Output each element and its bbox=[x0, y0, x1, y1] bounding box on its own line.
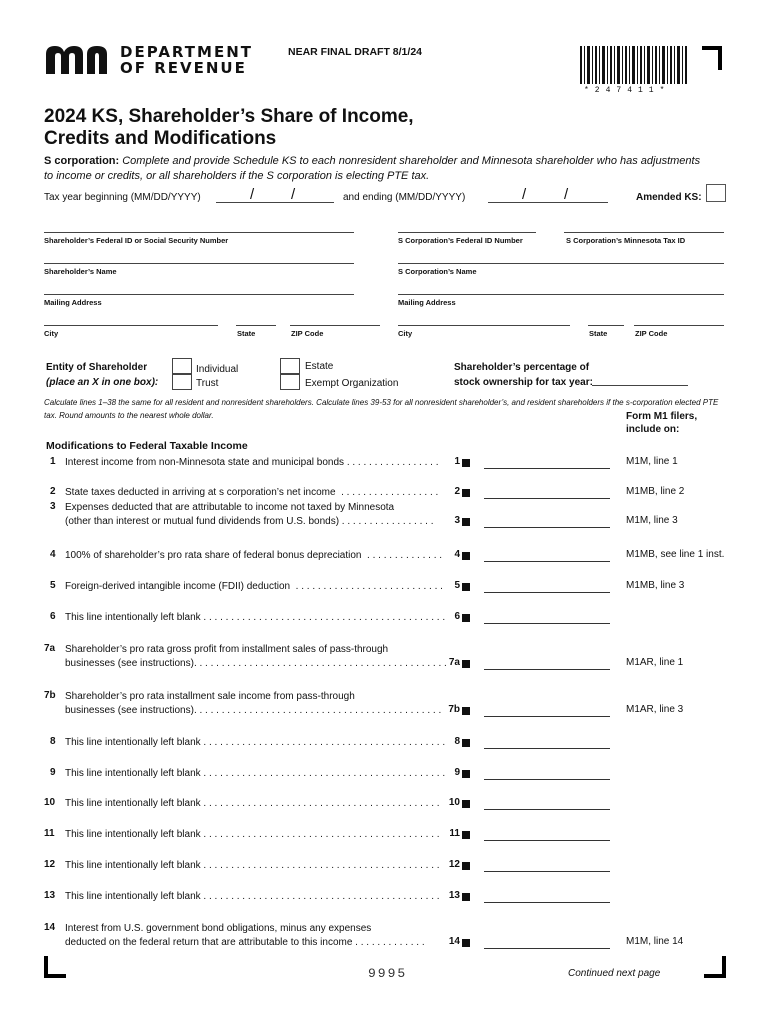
shareholder-address-label: Mailing Address bbox=[44, 298, 102, 307]
registration-mark-bottom-left bbox=[44, 956, 66, 978]
amended-checkbox[interactable] bbox=[706, 184, 726, 202]
line-box-label: 9 bbox=[454, 767, 460, 778]
m1-filers-line2: include on: bbox=[626, 424, 680, 435]
m1-filers-line1: Form M1 filers, bbox=[626, 411, 698, 422]
shareholder-zip-field[interactable] bbox=[290, 325, 380, 326]
entry-marker-icon bbox=[462, 707, 470, 715]
ownership-pct-label bbox=[454, 360, 593, 390]
date-slash: / bbox=[250, 186, 255, 203]
tax-year-begin-label: Tax year beginning (MM/DD/YYYY) bbox=[44, 192, 201, 203]
line-box-label: 13 bbox=[448, 890, 460, 901]
amount-field[interactable] bbox=[484, 468, 610, 469]
agency-line1: DEPARTMENT bbox=[120, 43, 253, 61]
line-description: State taxes deducted in arriving at s corporation’s net income . . . . . . . . . . . . . . . . . . bbox=[65, 487, 439, 498]
line-description: Shareholder’s pro rata gross profit from installment sales of pass-through businesses (see instructions). . . . . . . . . . . . . . . . . . . . . . . . . . . . . . . . . . . . . . . . . . . . . . bbox=[65, 644, 447, 669]
entry-marker-icon bbox=[462, 831, 470, 839]
shareholder-name-label: Shareholder’s Name bbox=[44, 267, 117, 276]
entry-marker-icon bbox=[462, 893, 470, 901]
line-description: 100% of shareholder’s pro rata share of federal bonus depreciation . . . . . . . . . . . . . . bbox=[65, 550, 443, 561]
line-description: This line intentionally left blank . . . . . . . . . . . . . . . . . . . . . . . . . . . . . . . . . . . . . . . . . . . bbox=[65, 798, 440, 809]
scorp-fed-id-label: S Corporation’s Federal ID Number bbox=[398, 236, 523, 245]
amount-field[interactable] bbox=[484, 527, 610, 528]
entry-marker-icon bbox=[462, 518, 470, 526]
instructions-text: Complete and provide Schedule KS to each nonresident shareholder and Minnesota shareholder who has adjustments to income or credits, or all shareholders if the S corporation is electing PTE tax. bbox=[44, 155, 701, 182]
line-description: Interest from U.S. government bond obligations, minus any expenses deducted on the federal return that are attributable to this income . . . . . . . . . . . . . bbox=[65, 923, 425, 948]
line-box-label: 8 bbox=[454, 736, 460, 747]
shareholder-id-field[interactable] bbox=[44, 232, 354, 233]
ownership-pct-field[interactable] bbox=[592, 385, 688, 386]
line-number: 9 bbox=[50, 767, 56, 778]
entity-label-line2: (place an X in one box): bbox=[46, 377, 159, 388]
m1-destination: M1M, line 3 bbox=[626, 515, 678, 526]
entry-marker-icon bbox=[462, 739, 470, 747]
line-number: 10 bbox=[44, 797, 56, 808]
entity-option-trust: Trust bbox=[196, 378, 219, 389]
trust-checkbox[interactable] bbox=[172, 374, 192, 390]
scorp-address-label: Mailing Address bbox=[398, 298, 456, 307]
scorp-address-field[interactable] bbox=[398, 294, 724, 295]
m1-destination: M1M, line 1 bbox=[626, 456, 678, 467]
form-title bbox=[44, 106, 464, 150]
scorp-zip-field[interactable] bbox=[634, 325, 724, 326]
shareholder-address-field[interactable] bbox=[44, 294, 354, 295]
exempt-org-checkbox[interactable] bbox=[280, 374, 300, 390]
continued-note: Continued next page bbox=[568, 968, 661, 979]
line-description: This line intentionally left blank . . . . . . . . . . . . . . . . . . . . . . . . . . . . . . . . . . . . . . . . . . . bbox=[65, 891, 440, 902]
entity-label-line1: Entity of Shareholder bbox=[46, 362, 148, 373]
entry-marker-icon bbox=[462, 800, 470, 808]
shareholder-name-field[interactable] bbox=[44, 263, 354, 264]
entry-marker-icon bbox=[462, 459, 470, 467]
line-description: Shareholder’s pro rata installment sale income from pass-through businesses (see instructions). . . . . . . . . . . . . . . . . . . . . . . . . . . . . . . . . . . . . . . . . . . . . bbox=[65, 691, 442, 716]
line-box-label: 6 bbox=[454, 611, 460, 622]
line-number: 6 bbox=[50, 611, 56, 622]
line-box-label: 7b bbox=[448, 704, 460, 715]
shareholder-state-field[interactable] bbox=[236, 325, 276, 326]
scorp-city-field[interactable] bbox=[398, 325, 570, 326]
tax-year-end-field[interactable] bbox=[488, 202, 608, 203]
entry-marker-icon bbox=[462, 552, 470, 560]
line-number: 7a bbox=[44, 643, 56, 654]
shareholder-zip-label: ZIP Code bbox=[291, 329, 324, 338]
m1-filers-header bbox=[626, 410, 697, 436]
amount-field[interactable] bbox=[484, 948, 610, 949]
amount-field[interactable] bbox=[484, 498, 610, 499]
line-box-label: 4 bbox=[454, 549, 460, 560]
line-box-label: 1 bbox=[454, 456, 460, 467]
form-title-line1: 2024 KS, Shareholder’s Share of Income, bbox=[44, 106, 414, 127]
m1-destination: M1MB, see line 1 inst. bbox=[626, 549, 725, 560]
line-box-label: 10 bbox=[448, 797, 460, 808]
amount-field[interactable] bbox=[484, 592, 610, 593]
tax-year-begin-field[interactable] bbox=[216, 202, 334, 203]
line-number: 11 bbox=[44, 828, 55, 839]
scorp-mn-id-field[interactable] bbox=[564, 232, 724, 233]
scorp-state-field[interactable] bbox=[588, 325, 624, 326]
line-box-label: 7a bbox=[448, 657, 460, 668]
amended-label: Amended KS: bbox=[636, 192, 702, 203]
agency-name bbox=[120, 44, 253, 76]
scorp-fed-id-field[interactable] bbox=[398, 232, 536, 233]
estate-checkbox[interactable] bbox=[280, 358, 300, 374]
line-number: 3 bbox=[50, 501, 56, 512]
m1-destination: M1M, line 14 bbox=[626, 936, 684, 947]
entry-marker-icon bbox=[462, 660, 470, 668]
entry-marker-icon bbox=[462, 939, 470, 947]
form-number: 9995 bbox=[368, 966, 408, 981]
line-box-label: 5 bbox=[454, 580, 460, 591]
amount-field[interactable] bbox=[484, 561, 610, 562]
line-box-label: 3 bbox=[454, 515, 460, 526]
ownership-pct-line1: Shareholder’s percentage of bbox=[454, 362, 590, 373]
calculation-note: Calculate lines 1–38 the same for all resident and nonresident shareholders. Calculate lines 39-53 for all nonresident shareholder’s, and resident shareholders if the s-corporation elected PTE tax. Round amounts to the nearest whole dollar. bbox=[44, 398, 719, 420]
amount-field[interactable] bbox=[484, 902, 610, 903]
line-description: Interest income from non-Minnesota state and municipal bonds . . . . . . . . . . . . . . . . . bbox=[65, 457, 439, 468]
entity-option-exempt: Exempt Organization bbox=[305, 378, 399, 389]
scorp-name-field[interactable] bbox=[398, 263, 724, 264]
shareholder-id-label: Shareholder’s Federal ID or Social Security Number bbox=[44, 236, 229, 245]
line-description: This line intentionally left blank . . . . . . . . . . . . . . . . . . . . . . . . . . . . . . . . . . . . . . . . . . . bbox=[65, 860, 440, 871]
line-number: 7b bbox=[44, 690, 56, 701]
registration-mark-bottom-right bbox=[704, 956, 726, 978]
line-description: This line intentionally left blank . . . . . . . . . . . . . . . . . . . . . . . . . . . . . . . . . . . . . . . . . . . bbox=[65, 829, 440, 840]
draft-note: NEAR FINAL DRAFT 8/1/24 bbox=[288, 46, 422, 58]
scorp-name-label: S Corporation’s Name bbox=[398, 267, 477, 276]
line-description: This line intentionally left blank . . . . . . . . . . . . . . . . . . . . . . . . . . . . . . . . . . . . . . . . . . . . bbox=[65, 768, 446, 779]
tax-year-end-label: and ending (MM/DD/YYYY) bbox=[343, 192, 466, 203]
barcode-number: *247411* bbox=[584, 86, 671, 95]
amount-field[interactable] bbox=[484, 871, 610, 872]
date-slash: / bbox=[522, 186, 527, 203]
m1-destination: M1MB, line 2 bbox=[626, 486, 685, 497]
shareholder-state-label: State bbox=[237, 329, 256, 338]
mn-logo-icon bbox=[44, 44, 116, 74]
amount-field[interactable] bbox=[484, 840, 610, 841]
line-description: This line intentionally left blank . . . . . . . . . . . . . . . . . . . . . . . . . . . . . . . . . . . . . . . . . . . . bbox=[65, 612, 446, 623]
instructions-lead: S corporation: bbox=[44, 155, 120, 167]
entry-marker-icon bbox=[462, 583, 470, 591]
line-number: 1 bbox=[50, 456, 56, 467]
amount-field[interactable] bbox=[484, 623, 610, 624]
scorp-city-label: City bbox=[398, 329, 413, 338]
line-description: Expenses deducted that are attributable to income not taxed by Minnesota (other than interest or mutual fund dividends from U.S. bonds) . . . . . . . . . . . . . . . . . bbox=[65, 502, 434, 527]
form-title-line2: Credits and Modifications bbox=[44, 128, 277, 149]
shareholder-city-field[interactable] bbox=[44, 325, 218, 326]
line-number: 12 bbox=[44, 859, 56, 870]
m1-destination: M1AR, line 1 bbox=[626, 657, 684, 668]
line-number: 4 bbox=[50, 549, 56, 560]
line-number: 5 bbox=[50, 580, 56, 591]
entry-marker-icon bbox=[462, 614, 470, 622]
date-slash: / bbox=[564, 186, 569, 203]
section-title: Modifications to Federal Taxable Income bbox=[46, 440, 248, 452]
registration-mark-top-right bbox=[702, 46, 722, 70]
ownership-pct-line2: stock ownership for tax year: bbox=[454, 377, 593, 388]
scorp-state-label: State bbox=[589, 329, 608, 338]
line-box-label: 11 bbox=[449, 828, 460, 839]
amount-field[interactable] bbox=[484, 779, 610, 780]
scorp-zip-label: ZIP Code bbox=[635, 329, 668, 338]
individual-checkbox[interactable] bbox=[172, 358, 192, 374]
line-number: 14 bbox=[44, 922, 56, 933]
line-box-label: 14 bbox=[448, 936, 460, 947]
entry-marker-icon bbox=[462, 489, 470, 497]
entity-label bbox=[46, 360, 158, 390]
amount-field[interactable] bbox=[484, 669, 610, 670]
m1-destination: M1AR, line 3 bbox=[626, 704, 684, 715]
entity-option-individual: Individual bbox=[196, 364, 239, 375]
line-number: 2 bbox=[50, 486, 56, 497]
line-description: Foreign-derived intangible income (FDII) deduction . . . . . . . . . . . . . . . . . . . . . . . . . . . bbox=[65, 581, 443, 592]
amount-field[interactable] bbox=[484, 716, 610, 717]
instructions bbox=[44, 154, 704, 184]
entity-option-estate: Estate bbox=[305, 361, 334, 372]
date-slash: / bbox=[291, 186, 296, 203]
entry-marker-icon bbox=[462, 770, 470, 778]
line-box-label: 12 bbox=[448, 859, 460, 870]
line-number: 13 bbox=[44, 890, 56, 901]
entry-marker-icon bbox=[462, 862, 470, 870]
shareholder-city-label: City bbox=[44, 329, 59, 338]
scorp-mn-id-label: S Corporation’s Minnesota Tax ID bbox=[566, 236, 686, 245]
barcode-icon bbox=[580, 46, 688, 84]
line-number: 8 bbox=[50, 736, 56, 747]
agency-line2: OF REVENUE bbox=[120, 59, 247, 77]
m1-destination: M1MB, line 3 bbox=[626, 580, 685, 591]
amount-field[interactable] bbox=[484, 748, 610, 749]
line-box-label: 2 bbox=[454, 486, 460, 497]
amount-field[interactable] bbox=[484, 809, 610, 810]
line-description: This line intentionally left blank . . . . . . . . . . . . . . . . . . . . . . . . . . . . . . . . . . . . . . . . . . . . bbox=[65, 737, 446, 748]
